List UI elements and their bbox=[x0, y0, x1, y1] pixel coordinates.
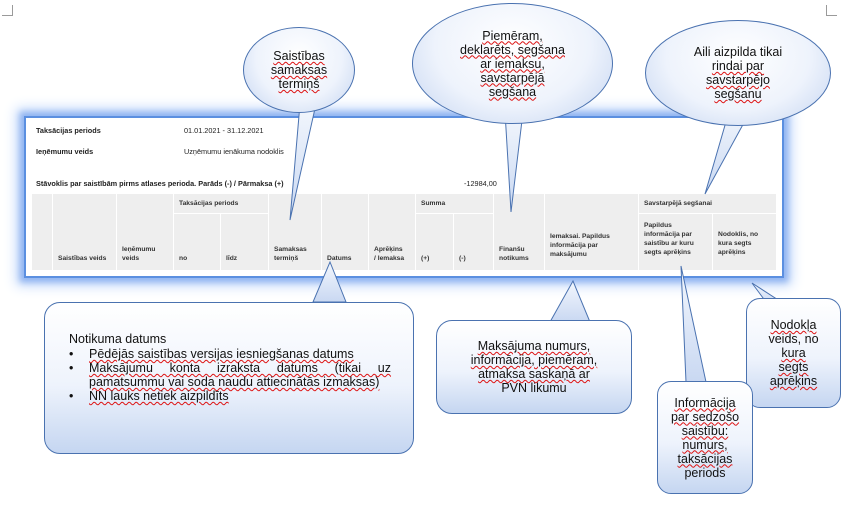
callout-netting-row: Aili aizpilda tikai rindai par savstarpējo segšanu bbox=[645, 20, 831, 126]
pointer-event-date bbox=[313, 262, 346, 302]
callout-tax-type: Nodokļa veids, no kura segts aprēķins bbox=[746, 298, 841, 408]
period-label: Taksācijas periods bbox=[36, 126, 101, 135]
period-value: 01.01.2021 - 31.12.2021 bbox=[184, 126, 264, 135]
income-type-label: Ieņēmumu veids bbox=[36, 147, 94, 156]
status-label: Stāvoklis par saistībām pirms atlases perioda. Parāds (-) / Pārmaksa (+) bbox=[36, 179, 284, 188]
pointer-payment-number bbox=[550, 281, 590, 322]
callout-payment-number: Maksājuma numurs, informācija, piemēram, atmaksa saskaņā ar PVN likumu bbox=[436, 320, 632, 414]
pointer-example bbox=[505, 112, 523, 212]
pointer-covering-info bbox=[681, 266, 706, 382]
col-to: līdz bbox=[226, 255, 238, 262]
callout-event-date bbox=[44, 302, 414, 454]
group-header-sum: Summa bbox=[421, 200, 446, 207]
pointer-due-term bbox=[290, 104, 316, 220]
group-header-period: Taksācijas periods bbox=[179, 200, 239, 207]
group-header-netting: Savstarpējā segšanai bbox=[644, 200, 713, 207]
callout-covering-info: Informācija par sedzošo saistību: numurs, taksācijas periods bbox=[657, 381, 753, 494]
event-date-title: Notikuma datums bbox=[69, 332, 167, 346]
col-from: no bbox=[179, 255, 188, 262]
col-tax-covered: Nodoklis, no kura segts aprēķins bbox=[718, 231, 759, 256]
col-payment-info: Iemaksai. Papildus informācija par maksājumu bbox=[550, 233, 610, 258]
callout-due-term: Saistības samaksas termiņš bbox=[243, 27, 355, 113]
callout-example: Piemēram, deklarēts, segšana ar iemaksu, savstarpējā segšana bbox=[412, 3, 613, 124]
event-date-bullet: • Maksājumu konta izraksta datums (tikai uz pamatsummu vai soda naudu attiecinātās izmaksas) bbox=[69, 361, 391, 389]
col-income-type: Ieņēmumu veids bbox=[122, 246, 156, 262]
status-value: -12984,00 bbox=[464, 179, 497, 188]
col-minus: (-) bbox=[459, 255, 466, 262]
col-financial-event: Finanšu notikums bbox=[499, 246, 529, 262]
col-due-term: Samaksas termiņš bbox=[274, 246, 307, 262]
event-date-bullet: • Pēdējās saistības versijas iesniegšanas datums bbox=[69, 347, 354, 361]
event-date-bullet: • NN lauks netiek aizpildīts bbox=[69, 389, 229, 403]
col-covering-info: Papildus informācija par saistību ar kuru segts aprēķins bbox=[644, 222, 694, 256]
income-type-value: Uzņēmumu ienākuma nodoklis bbox=[184, 147, 284, 156]
col-plus: (+) bbox=[421, 255, 430, 262]
col-liability-type: Saistības veids bbox=[58, 255, 107, 262]
col-calc-payment: Aprēķins / Iemaksa bbox=[374, 246, 405, 262]
col-date: Datums bbox=[327, 255, 352, 262]
